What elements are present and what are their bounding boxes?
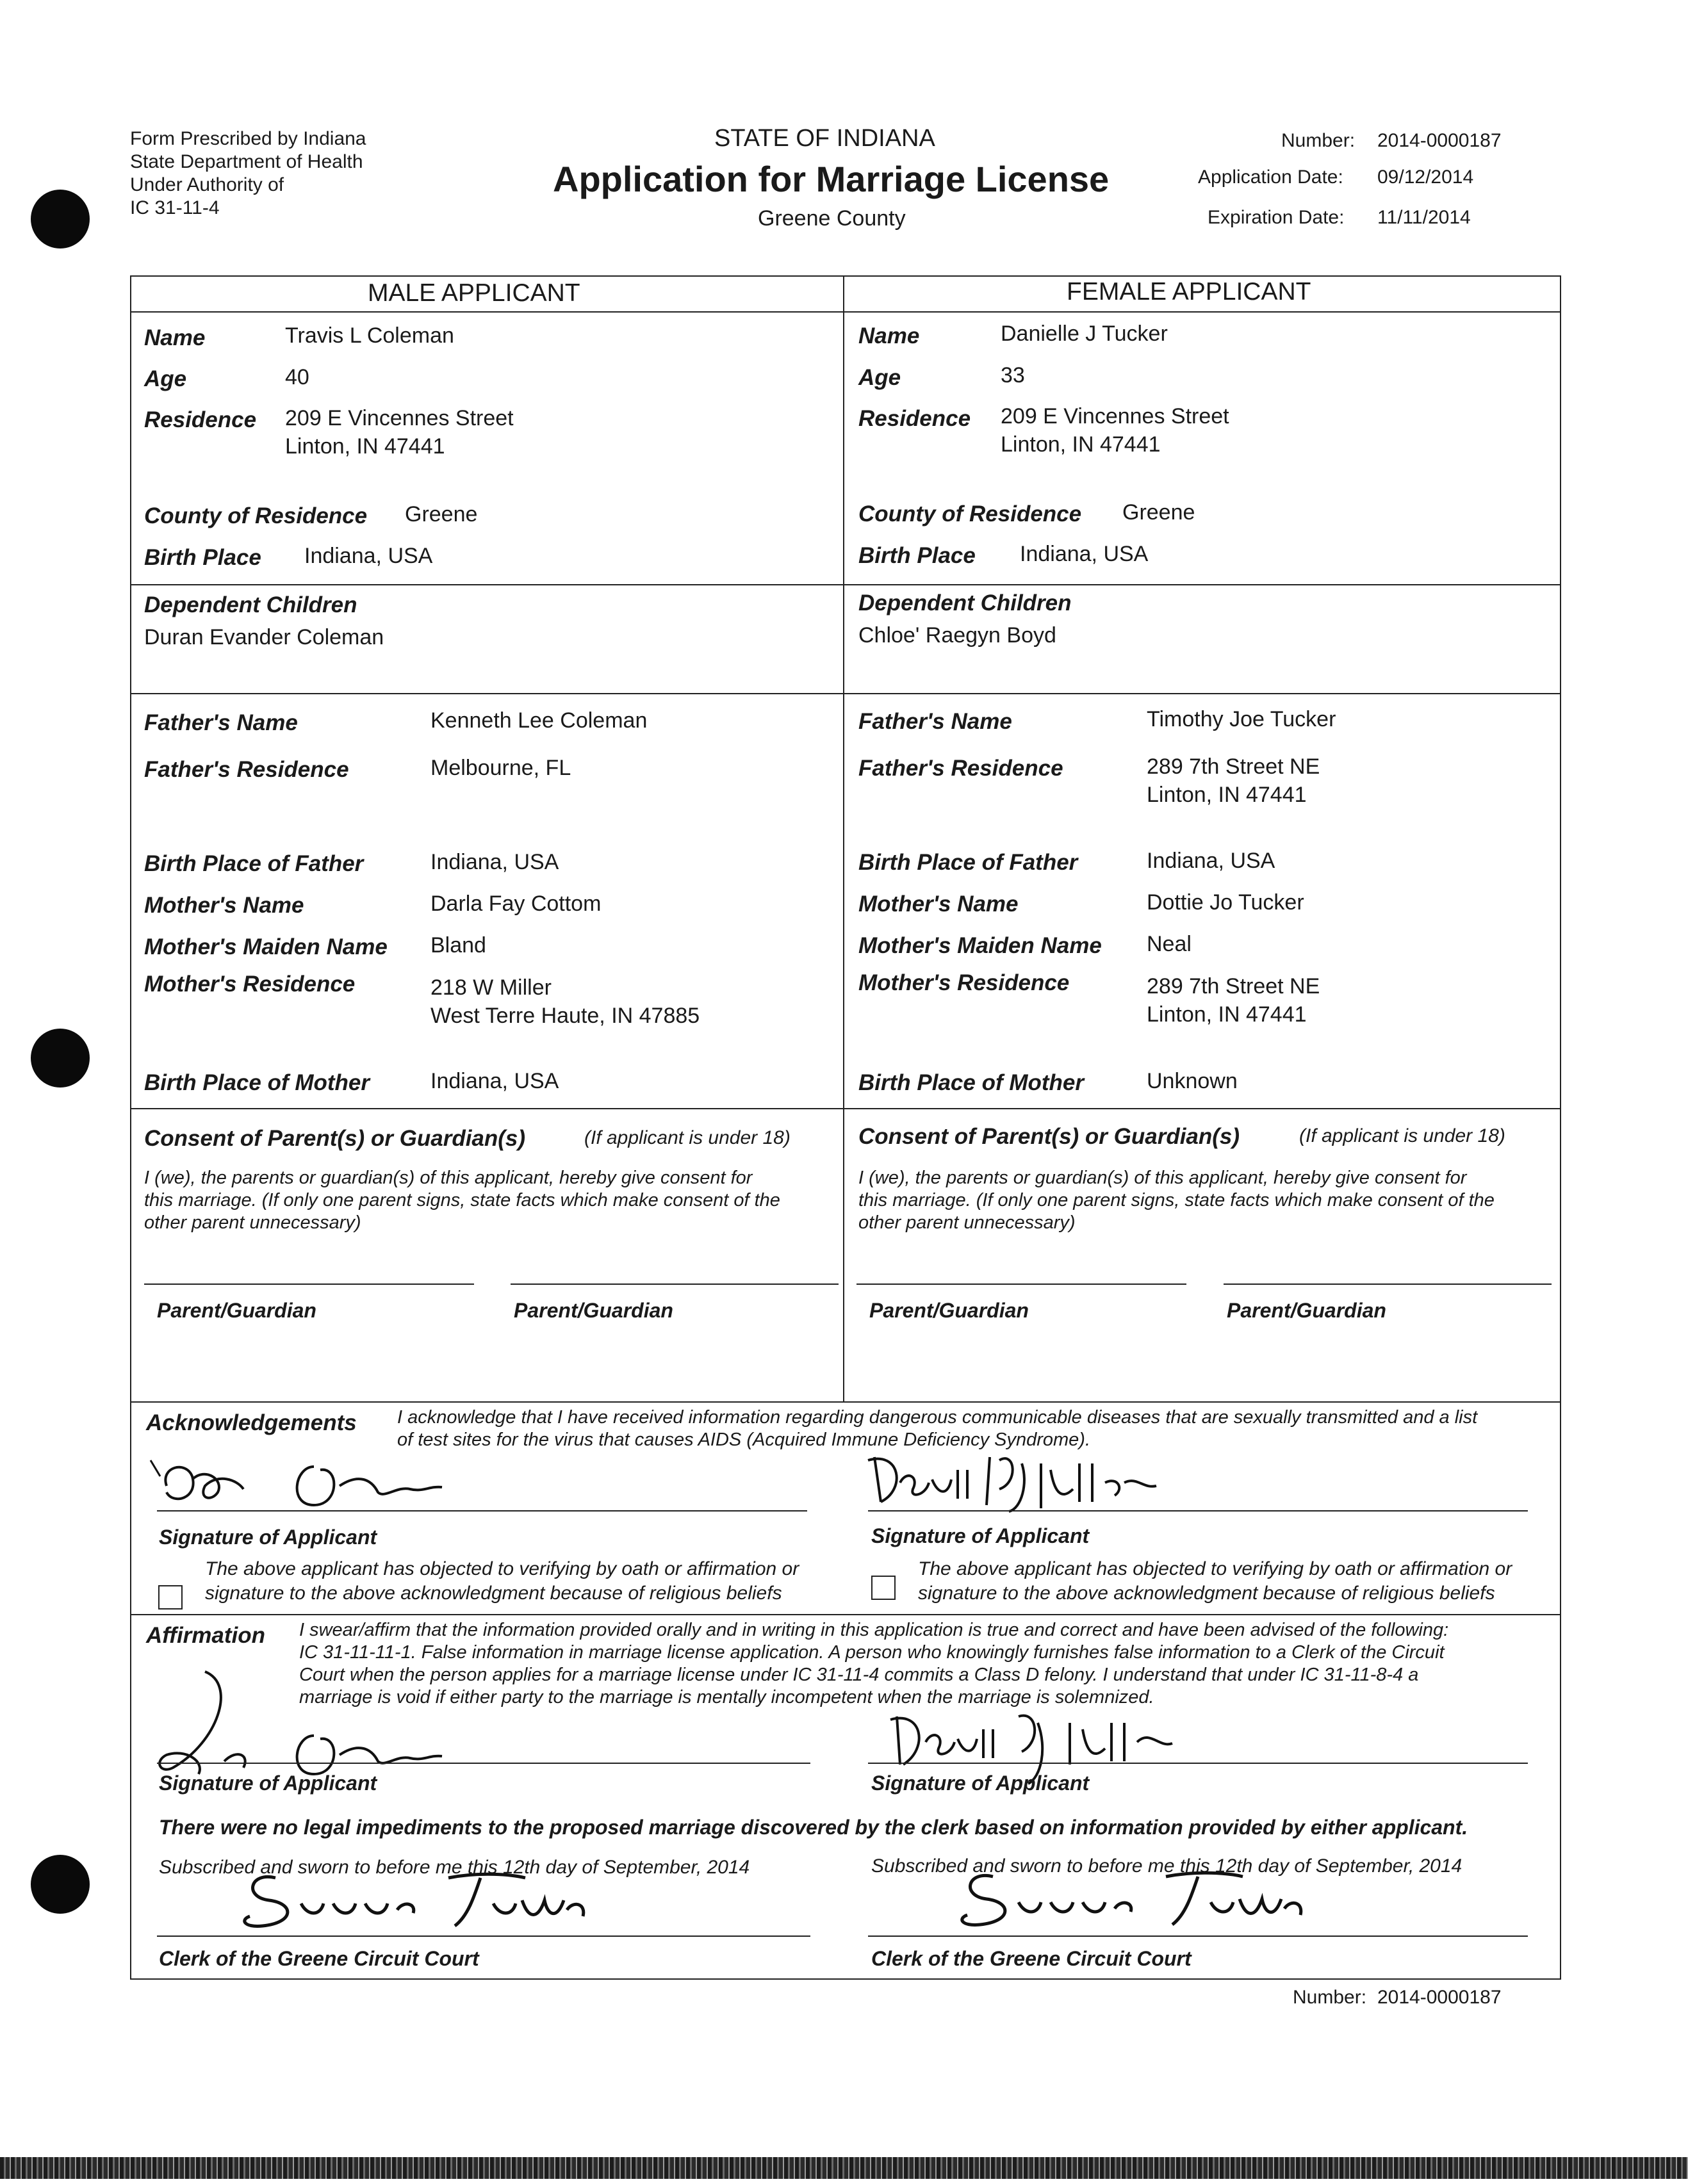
female-residence-line-2: Linton, IN 47441: [1001, 432, 1161, 457]
form-line-2: State Department of Health: [130, 151, 363, 172]
male-consent-text-1: I (we), the parents or guardian(s) of this applicant, hereby give consent for: [144, 1168, 753, 1188]
children-rule: [130, 584, 1560, 585]
female-ack-objection-text-1: The above applicant has objected to verifying by oath or affirmation or: [918, 1558, 1512, 1579]
female-mother-residence-line-2: Linton, IN 47441: [1147, 1002, 1307, 1027]
female-ack-signature-line: [868, 1510, 1528, 1512]
male-father-residence-line-1: Melbourne, FL: [430, 756, 571, 780]
male-ack-objection-text-1: The above applicant has objected to verifying by oath or affirmation or: [205, 1558, 799, 1579]
female-parent-line-2: [1224, 1284, 1552, 1285]
male-clerk-signature: [237, 1865, 596, 1935]
male-parent-line-2: [511, 1284, 839, 1285]
female-consent-title: Consent of Parent(s) or Guardian(s): [858, 1124, 1240, 1149]
female-birth-place-label: Birth Place: [858, 543, 976, 568]
male-father-birth-value: Indiana, USA: [430, 850, 559, 874]
footer-number-label: Number:: [1293, 1987, 1367, 2008]
male-parent-guardian-label-2: Parent/Guardian: [514, 1299, 673, 1322]
consent-rule: [130, 1108, 1560, 1109]
male-mother-name-label: Mother's Name: [144, 893, 304, 918]
county-title: Greene County: [758, 206, 906, 231]
female-father-residence-line-2: Linton, IN 47441: [1147, 783, 1307, 807]
state-title: STATE OF INDIANA: [714, 125, 935, 152]
exp-date-value: 11/11/2014: [1377, 207, 1471, 228]
app-date-label: Application Date:: [1198, 167, 1343, 188]
affirmation-text-4: marriage is void if either party to the marriage is mentally incompetent when the marriage is solemnized.: [299, 1687, 1154, 1707]
male-name-value: Travis L Coleman: [285, 323, 454, 348]
male-ack-objection-text-2: signature to the above acknowledgment because of religious beliefs: [205, 1583, 782, 1604]
affirmation-text-1: I swear/affirm that the information provided orally and in writing in this application is true and correct and have been advised of the following:: [299, 1620, 1449, 1640]
female-clerk-signature: [955, 1864, 1313, 1934]
page-title: Application for Marriage License: [553, 159, 1110, 199]
female-mother-maiden-value: Neal: [1147, 932, 1192, 956]
male-father-birth-label: Birth Place of Father: [144, 851, 364, 876]
female-clerk-label: Clerk of the Greene Circuit Court: [871, 1947, 1192, 1970]
male-mother-maiden-value: Bland: [430, 933, 486, 958]
male-residence-line-2: Linton, IN 47441: [285, 434, 445, 459]
affirmation-text-3: Court when the person applies for a marriage license under IC 31-11-4 commits a Class D felony. I understand that under IC 31-11-8-4 a: [299, 1665, 1419, 1685]
punch-hole-middle: [31, 1029, 90, 1088]
acknowledgement-text-1: I acknowledge that I have received information regarding dangerous communicable diseases that are sexually transmitted and a list: [397, 1407, 1478, 1428]
female-affirmation-signature-label: Signature of Applicant: [871, 1772, 1090, 1795]
footer-number-value: 2014-0000187: [1377, 1987, 1502, 2008]
acknowledgement-title: Acknowledgements: [146, 1410, 357, 1435]
female-mother-residence-line-1: 289 7th Street NE: [1147, 974, 1320, 998]
female-name-label: Name: [858, 323, 920, 348]
male-affirmation-signature-label: Signature of Applicant: [159, 1772, 377, 1795]
male-mother-name-value: Darla Fay Cottom: [430, 892, 602, 916]
male-county-value: Greene: [405, 502, 478, 526]
male-parent-guardian-label-1: Parent/Guardian: [157, 1299, 316, 1322]
female-age-label: Age: [858, 365, 901, 390]
male-clerk-label: Clerk of the Greene Circuit Court: [159, 1947, 479, 1970]
female-residence-label: Residence: [858, 406, 971, 431]
male-mother-birth-value: Indiana, USA: [430, 1069, 559, 1093]
male-consent-text-2: this marriage. (If only one parent signs, state facts which make consent of the: [144, 1190, 780, 1210]
number-value: 2014-0000187: [1377, 130, 1502, 151]
male-residence-label: Residence: [144, 407, 257, 432]
male-subscribed-text: Subscribed and sworn to before me this 12th day of September, 2014: [159, 1857, 750, 1878]
male-consent-title: Consent of Parent(s) or Guardian(s): [144, 1126, 526, 1151]
female-children-label: Dependent Children: [858, 591, 1072, 615]
acknowledgement-text-2: of test sites for the virus that causes AIDS (Acquired Immune Deficiency Syndrome).: [397, 1430, 1091, 1450]
male-ack-signature-line: [157, 1510, 807, 1512]
punch-hole-top: [31, 190, 90, 249]
affirmation-rule: [130, 1614, 1560, 1615]
affirmation-title: Affirmation: [146, 1623, 266, 1648]
female-mother-name-value: Dottie Jo Tucker: [1147, 890, 1304, 915]
male-applicant-heading: MALE APPLICANT: [368, 279, 580, 307]
male-residence-line-1: 209 E Vincennes Street: [285, 406, 514, 430]
male-consent-text-3: other parent unnecessary): [144, 1212, 361, 1233]
male-mother-birth-label: Birth Place of Mother: [144, 1070, 370, 1095]
female-children-value: Chloe' Raegyn Boyd: [858, 623, 1056, 648]
male-affirmation-signature-line: [157, 1763, 810, 1764]
female-mother-residence-label: Mother's Residence: [858, 970, 1070, 995]
column-divider-upper: [843, 275, 844, 1401]
male-ack-objection-checkbox[interactable]: [158, 1585, 183, 1609]
female-mother-maiden-label: Mother's Maiden Name: [858, 933, 1102, 958]
female-father-name-label: Father's Name: [858, 709, 1012, 734]
affirmation-text-2: IC 31-11-11-1. False information in marriage license application. A person who knowingly furnishes false information to a Clerk of the Circuit: [299, 1642, 1445, 1663]
male-clerk-signature-line: [157, 1935, 810, 1937]
male-ack-signature-label: Signature of Applicant: [159, 1526, 377, 1549]
female-affirmation-signature-line: [868, 1763, 1528, 1764]
male-mother-maiden-label: Mother's Maiden Name: [144, 934, 388, 959]
impediments-statement: There were no legal impediments to the proposed marriage discovered by the clerk based on information provided by either applicant.: [159, 1816, 1468, 1839]
female-applicant-heading: FEMALE APPLICANT: [1067, 278, 1311, 306]
female-consent-text-3: other parent unnecessary): [858, 1212, 1076, 1233]
female-residence-line-1: 209 E Vincennes Street: [1001, 404, 1229, 428]
female-age-value: 33: [1001, 363, 1025, 387]
male-name-label: Name: [144, 325, 206, 350]
form-line-4: IC 31-11-4: [130, 197, 220, 218]
female-consent-note: (If applicant is under 18): [1299, 1125, 1505, 1146]
heading-rule: [130, 311, 1560, 313]
female-mother-name-label: Mother's Name: [858, 892, 1019, 917]
female-county-label: County of Residence: [858, 501, 1082, 526]
form-line-3: Under Authority of: [130, 174, 284, 195]
male-children-label: Dependent Children: [144, 592, 357, 617]
male-county-label: County of Residence: [144, 503, 368, 528]
female-father-birth-value: Indiana, USA: [1147, 849, 1275, 873]
female-county-value: Greene: [1122, 500, 1195, 525]
male-age-value: 40: [285, 365, 309, 389]
punch-hole-bottom: [31, 1855, 90, 1914]
male-birth-place-label: Birth Place: [144, 545, 261, 570]
male-mother-residence-line-1: 218 W Miller: [430, 975, 552, 1000]
male-father-name-value: Kenneth Lee Coleman: [430, 708, 648, 733]
female-mother-birth-value: Unknown: [1147, 1069, 1238, 1093]
female-clerk-signature-line: [868, 1935, 1528, 1937]
female-ack-signature-label: Signature of Applicant: [871, 1524, 1090, 1547]
ack-rule: [130, 1401, 1560, 1403]
male-ack-signature: [147, 1441, 480, 1518]
male-mother-residence-label: Mother's Residence: [144, 972, 356, 997]
female-father-residence-line-1: 289 7th Street NE: [1147, 754, 1320, 779]
male-father-name-label: Father's Name: [144, 710, 298, 735]
female-ack-signature: [862, 1444, 1259, 1521]
scan-edge-strip: [0, 2157, 1688, 2179]
female-subscribed-text: Subscribed and sworn to before me this 12th day of September, 2014: [871, 1855, 1463, 1877]
female-consent-text-2: this marriage. (If only one parent signs, state facts which make consent of the: [858, 1190, 1495, 1210]
form-line-1: Form Prescribed by Indiana: [130, 128, 366, 149]
male-father-residence-label: Father's Residence: [144, 757, 349, 782]
female-ack-objection-checkbox[interactable]: [871, 1576, 896, 1600]
exp-date-label: Expiration Date:: [1208, 207, 1345, 228]
female-father-birth-label: Birth Place of Father: [858, 850, 1078, 875]
male-children-value: Duran Evander Coleman: [144, 625, 384, 649]
female-ack-objection-text-2: signature to the above acknowledgment because of religious beliefs: [918, 1583, 1495, 1604]
male-mother-residence-line-2: West Terre Haute, IN 47885: [430, 1004, 700, 1028]
female-birth-place-value: Indiana, USA: [1020, 542, 1149, 566]
parents-rule: [130, 693, 1560, 694]
female-consent-text-1: I (we), the parents or guardian(s) of this applicant, hereby give consent for: [858, 1168, 1467, 1188]
male-age-label: Age: [144, 366, 187, 391]
female-mother-birth-label: Birth Place of Mother: [858, 1070, 1084, 1095]
male-parent-line-1: [144, 1284, 474, 1285]
female-father-name-value: Timothy Joe Tucker: [1147, 707, 1336, 731]
number-label: Number:: [1281, 130, 1356, 151]
male-consent-note: (If applicant is under 18): [584, 1127, 791, 1148]
female-father-residence-label: Father's Residence: [858, 756, 1063, 781]
female-parent-line-1: [856, 1284, 1186, 1285]
female-parent-guardian-label-2: Parent/Guardian: [1227, 1299, 1386, 1322]
female-name-value: Danielle J Tucker: [1001, 322, 1168, 346]
app-date-value: 09/12/2014: [1377, 167, 1474, 188]
male-birth-place-value: Indiana, USA: [304, 544, 433, 568]
female-parent-guardian-label-1: Parent/Guardian: [869, 1299, 1029, 1322]
